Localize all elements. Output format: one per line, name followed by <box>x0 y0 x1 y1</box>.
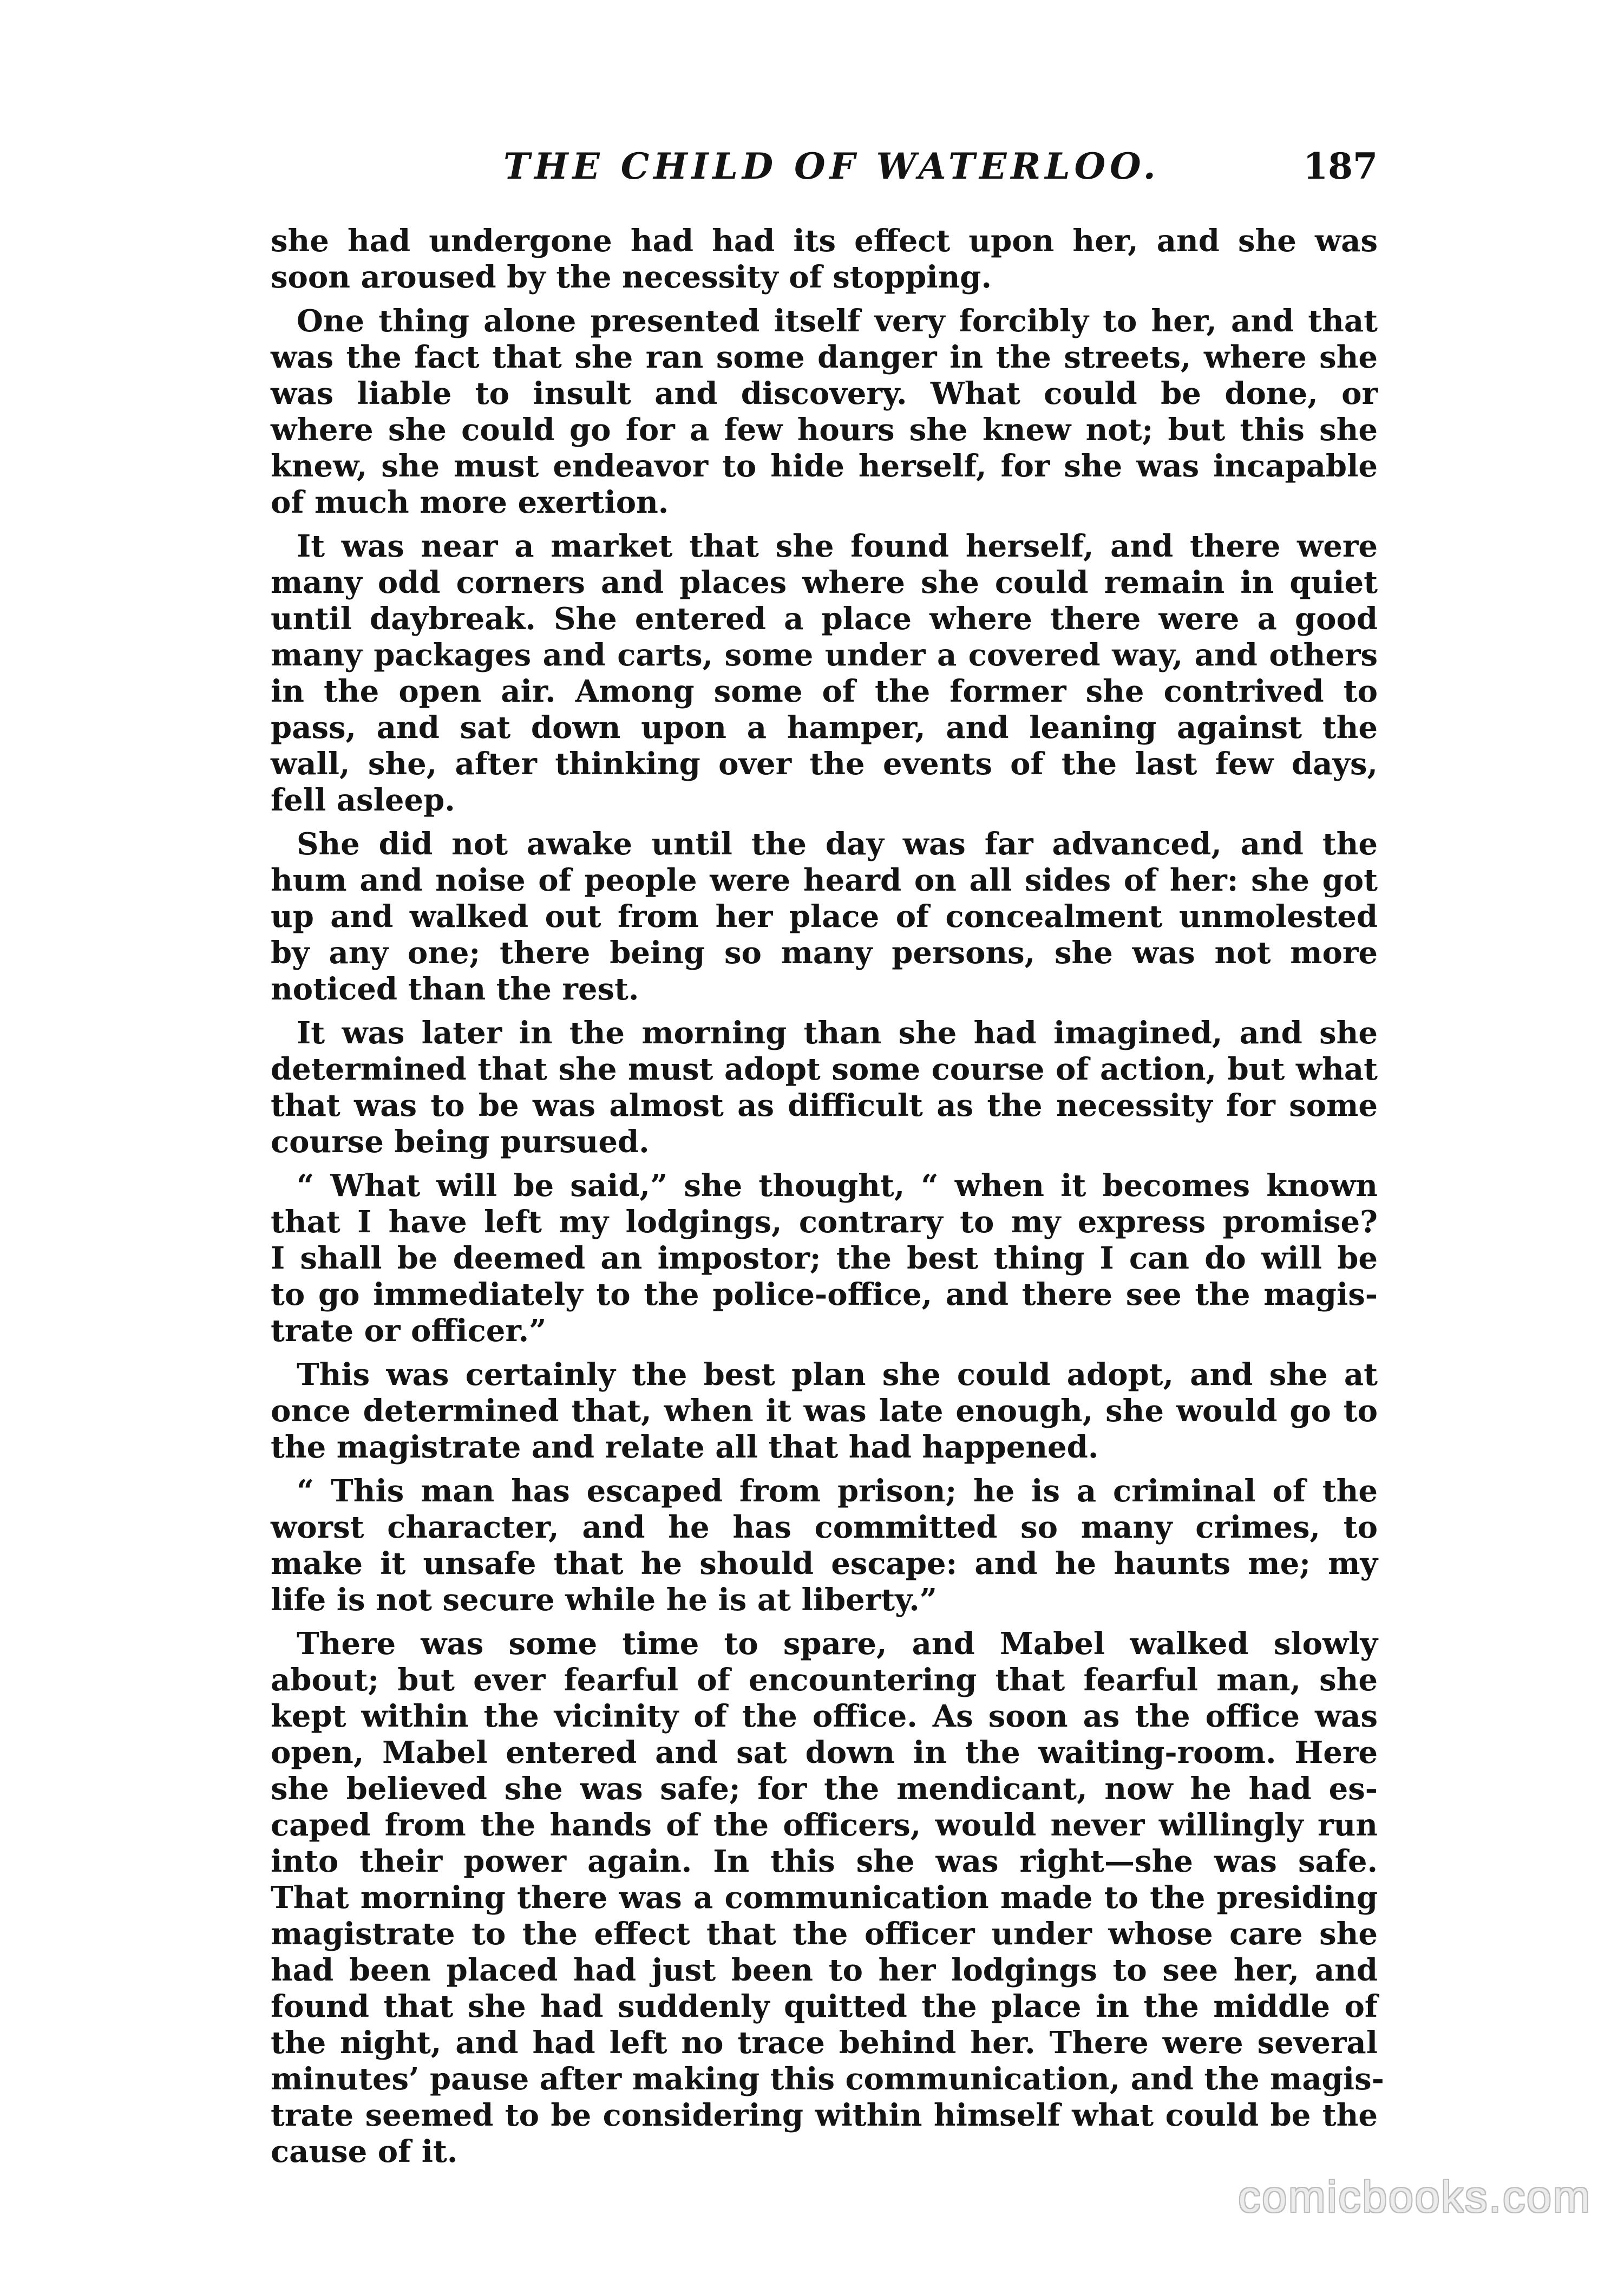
paragraph <box>271 1015 1378 1160</box>
text-line: she had undergone had had its effect upon her, and she was <box>271 223 1378 259</box>
text-line: of much more exertion. <box>271 485 669 520</box>
text-line: that I have left my lodgings, contrary to my express promise? <box>271 1204 1378 1240</box>
text-line: had been placed had just been to her lodgings to see her, and <box>271 1952 1378 1988</box>
text-line: the magistrate and relate all that had happened. <box>271 1429 1099 1465</box>
paragraph <box>271 1626 1384 2170</box>
text-line: make it unsafe that he should escape: and he haunts me; my <box>271 1546 1378 1582</box>
text-line: many packages and carts, some under a covered way, and others <box>271 637 1378 673</box>
text-line: in the open air. Among some of the former she contrived to <box>271 674 1378 709</box>
paragraph <box>271 826 1378 1008</box>
text-line: caped from the hands of the officers, would never willingly run <box>271 1807 1378 1843</box>
text-line: trate seemed to be considering within himself what could be the <box>271 2097 1378 2133</box>
text-line: trate or officer.” <box>271 1313 547 1349</box>
text-line: wall, she, after thinking over the events of the last few days, <box>271 746 1378 782</box>
text-line: hum and noise of people were heard on all sides of her: she got <box>271 862 1378 898</box>
text-line: life is not secure while he is at liberty.” <box>271 1582 937 1618</box>
text-line: found that she had suddenly quitted the place in the middle of <box>271 1989 1378 2024</box>
text-line: pass, and sat down upon a hamper, and leaning against the <box>271 710 1378 746</box>
text-line: magistrate to the effect that the officer under whose care she <box>271 1916 1378 1952</box>
text-line: to go immediately to the police-office, and there see the magis- <box>271 1277 1378 1312</box>
page-number: 187 <box>1303 145 1378 187</box>
text-line: It was near a market that she found herself, and there were <box>297 528 1378 564</box>
watermark-logo: comicbooks.com <box>1238 2172 1592 2221</box>
text-line: up and walked out from her place of concealment unmolested <box>271 899 1378 935</box>
text-line: was the fact that she ran some danger in the streets, where she <box>271 339 1378 375</box>
text-line: fell asleep. <box>271 782 455 818</box>
text-line: cause of it. <box>271 2134 458 2170</box>
paragraph <box>271 528 1378 819</box>
text-line: She did not awake until the day was far advanced, and the <box>297 826 1378 862</box>
page-header <box>271 145 1378 205</box>
paragraph <box>271 223 1378 296</box>
text-line: into their power again. In this she was right—she was safe. <box>271 1844 1378 1879</box>
text-line: the night, and had left no trace behind her. There were several <box>271 2025 1378 2061</box>
text-line: open, Mabel entered and sat down in the waiting-room. Here <box>271 1735 1378 1770</box>
text-line: There was some time to spare, and Mabel walked slowly <box>297 1626 1378 1662</box>
text-line: “ What will be said,” she thought, “ when it becomes known <box>297 1168 1378 1204</box>
text-line: knew, she must endeavor to hide herself, for she was incapable <box>271 448 1378 484</box>
text-line: where she could go for a few hours she knew not; but this she <box>271 412 1378 448</box>
text-line: until daybreak. She entered a place where there were a good <box>271 601 1378 637</box>
text-line: I shall be deemed an impostor; the best thing I can do will be <box>271 1240 1378 1276</box>
text-line: One thing alone presented itself very forcibly to her, and that <box>297 303 1378 339</box>
text-line: by any one; there being so many persons, she was not more <box>271 935 1378 971</box>
text-line: worst character, and he has committed so many crimes, to <box>271 1510 1378 1545</box>
paragraph <box>271 303 1378 521</box>
text-line: minutes’ pause after making this communication, and the magis- <box>271 2061 1384 2097</box>
text-line: determined that she must adopt some course of action, but what <box>271 1051 1378 1087</box>
text-line: that was to be was almost as difficult as the necessity for some <box>271 1088 1378 1123</box>
running-title: THE CHILD OF WATERLOO. <box>503 145 1160 187</box>
text-line: It was later in the morning than she had imagined, and she <box>297 1015 1378 1051</box>
text-line: she believed she was safe; for the mendicant, now he had es- <box>271 1771 1378 1807</box>
paragraph <box>271 1473 1378 1618</box>
text-line: kept within the vicinity of the office. As soon as the office was <box>271 1698 1378 1734</box>
text-line: course being pursued. <box>271 1124 650 1160</box>
paragraph <box>271 1168 1378 1349</box>
text-line: was liable to insult and discovery. What could be done, or <box>271 376 1378 411</box>
text-line: This was certainly the best plan she could adopt, and she at <box>297 1357 1378 1393</box>
text-line: That morning there was a communication made to the presiding <box>271 1880 1378 1916</box>
text-line: noticed than the rest. <box>271 971 639 1007</box>
text-line: “ This man has escaped from prison; he is a criminal of the <box>297 1473 1378 1509</box>
body-text <box>271 223 1384 2178</box>
text-line: soon aroused by the necessity of stopping. <box>271 259 992 295</box>
text-line: about; but ever fearful of encountering that fearful man, she <box>271 1662 1378 1698</box>
text-line: many odd corners and places where she could remain in quiet <box>271 565 1378 600</box>
paragraph <box>271 1357 1378 1466</box>
text-line: once determined that, when it was late enough, she would go to <box>271 1393 1378 1429</box>
